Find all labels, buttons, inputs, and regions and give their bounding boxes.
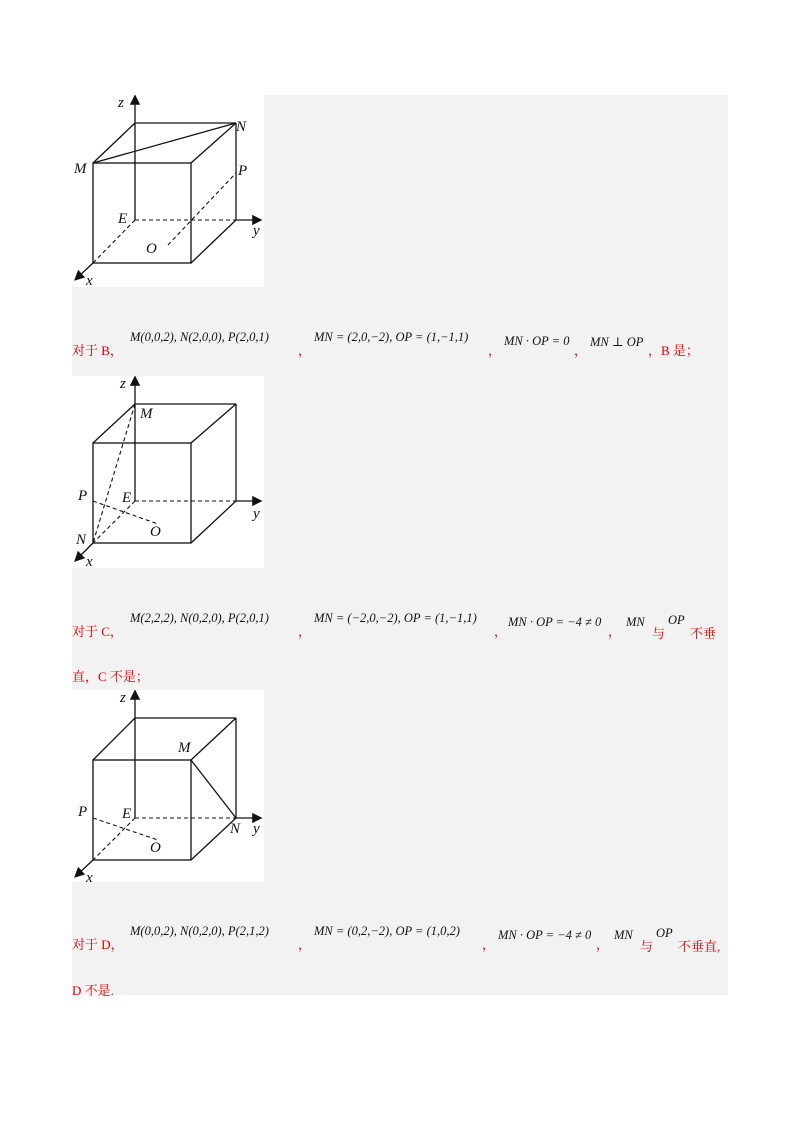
point-e-label: E	[122, 490, 132, 506]
option-b-relation: MN ⊥ OP	[590, 335, 644, 349]
point-m-label: M	[140, 406, 153, 422]
point-o-label: O	[150, 524, 161, 540]
point-n-label: N	[76, 532, 87, 548]
option-d-rel-a: MN	[614, 928, 633, 942]
option-d-rel-b: OP	[656, 926, 673, 940]
comma: ，	[298, 937, 312, 952]
point-n-label: N	[236, 119, 247, 135]
solution-line-d	[72, 924, 728, 952]
option-c-points: M(2,2,2), N(0,2,0), P(2,0,1)	[130, 611, 269, 625]
option-b-conclusion: ，B 是；	[648, 343, 699, 358]
cube-figure-2	[72, 376, 264, 568]
option-b-vectors: MN = (2,0,−2), OP = (1,−1,1)	[314, 330, 469, 344]
option-d-rel-mid: 与	[640, 939, 654, 954]
point-o-label: O	[150, 840, 161, 856]
comma: ，	[574, 343, 588, 358]
option-d-vectors: MN = (0,2,−2), OP = (1,0,2)	[314, 924, 460, 938]
axis-z-label: z	[120, 376, 126, 392]
point-n-label: N	[230, 821, 241, 837]
option-c-dot-product: MN · OP = −4 ≠ 0	[508, 615, 602, 629]
option-b-prefix: 对于 B，	[72, 343, 123, 358]
axis-z-label: z	[120, 690, 126, 706]
option-c-suffix: 不垂	[690, 626, 717, 641]
point-m-label: M	[74, 161, 87, 177]
cube-figure-3	[72, 690, 264, 882]
point-p-label: P	[78, 804, 88, 820]
solution-line-c	[72, 611, 728, 639]
axis-y-label: y	[253, 821, 260, 837]
option-b-dot-product: MN · OP = 0	[504, 334, 570, 348]
axis-z-label: z	[118, 95, 124, 111]
option-d-points: M(0,0,2), N(0,2,0), P(2,1,2)	[130, 924, 269, 938]
comma: ，	[596, 937, 610, 952]
comma: ，	[298, 624, 312, 639]
option-c-rel-a: MN	[626, 615, 645, 629]
axis-x-label: x	[86, 870, 93, 882]
comma: ，	[608, 624, 622, 639]
option-b-points: M(0,0,2), N(2,0,0), P(2,0,1)	[130, 330, 269, 344]
point-m-label: M	[178, 740, 191, 756]
axis-y-label: y	[253, 223, 260, 239]
axis-x-label: x	[86, 273, 93, 287]
axis-y-label: y	[253, 506, 260, 522]
cube-figure-1	[72, 95, 264, 287]
point-e-label: E	[122, 806, 132, 822]
point-p-label: P	[238, 163, 248, 179]
comma: ，	[488, 343, 502, 358]
option-c-vectors: MN = (−2,0,−2), OP = (1,−1,1)	[314, 611, 477, 625]
option-d-suffix: 不垂直,	[678, 939, 721, 954]
point-o-label: O	[146, 241, 157, 257]
comma: ，	[482, 937, 496, 952]
comma: ，	[494, 624, 508, 639]
point-e-label: E	[118, 211, 128, 227]
option-c-prefix: 对于 C，	[72, 624, 123, 639]
option-d-dot-product: MN · OP = −4 ≠ 0	[498, 928, 592, 942]
option-d-prefix: 对于 D，	[72, 937, 124, 952]
option-c-rel-mid: 与	[652, 626, 666, 641]
point-p-label: P	[78, 488, 88, 504]
option-c-rel-b: OP	[668, 613, 685, 627]
axis-x-label: x	[86, 554, 93, 568]
solution-line-b	[72, 330, 728, 358]
comma: ，	[298, 343, 312, 358]
option-d-conclusion: D 不是.	[72, 983, 114, 998]
option-c-conclusion: 直，C 不是；	[72, 669, 149, 684]
